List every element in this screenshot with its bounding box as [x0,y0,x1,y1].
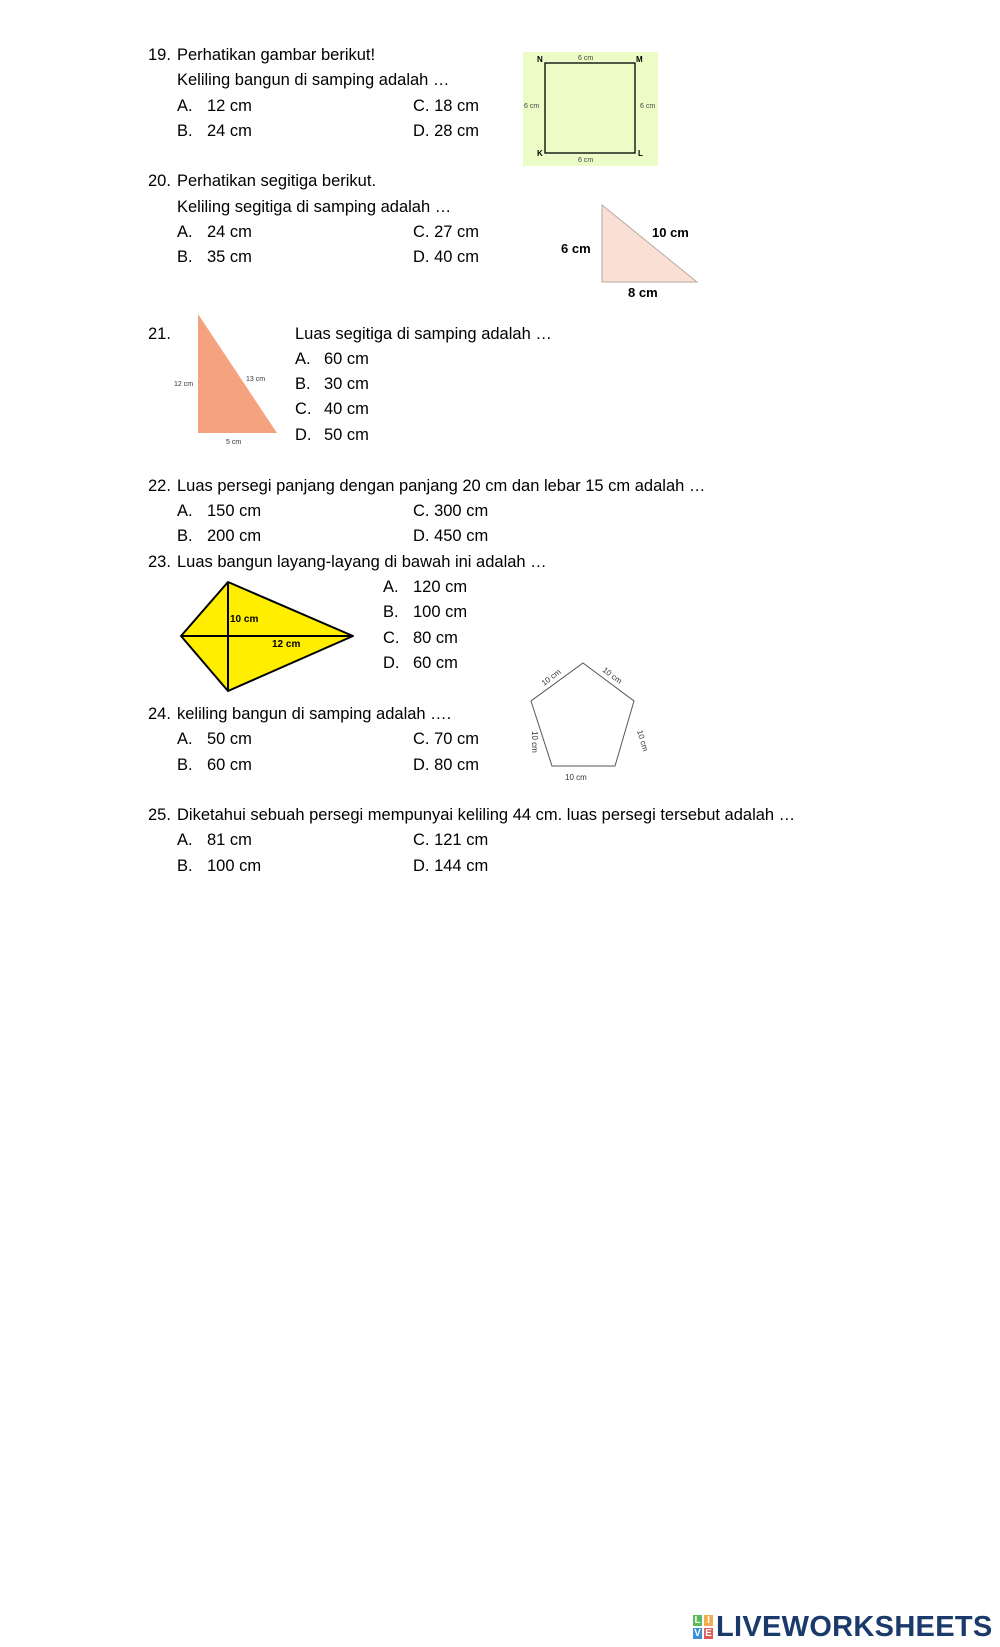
option-letter: B. [177,857,193,875]
liveworksheets-logo [693,1610,993,1644]
option-b[interactable]: 30 cm [324,375,369,393]
option-c[interactable]: 80 cm [413,629,458,647]
question-number: 20. [148,172,171,190]
question-number: 19. [148,46,171,64]
question-text: keliling bangun di samping adalah …. [177,705,452,723]
option-letter: B. [383,603,399,621]
option-letter: A. [177,831,193,849]
option-letter: B. [177,527,193,545]
question-number: 25. [148,806,171,824]
corner-label: M [636,55,643,64]
question-number: 23. [148,553,171,571]
diagonal-label: 10 cm [230,614,259,625]
option-d[interactable]: D. 450 cm [413,527,489,545]
option-a[interactable]: 60 cm [324,350,369,368]
option-c[interactable]: C. 300 cm [413,502,489,520]
side-label: 8 cm [628,285,658,300]
option-d[interactable]: 50 cm [324,426,369,444]
side-label: 6 cm [640,103,656,110]
option-b[interactable]: 24 cm [207,122,252,140]
option-letter: A. [383,578,399,596]
option-b[interactable]: 100 cm [413,603,468,621]
option-d[interactable]: 60 cm [413,654,458,672]
question-number: 21. [148,325,171,343]
option-d[interactable]: D. 40 cm [413,248,480,266]
side-label: 6 cm [578,55,594,62]
side-label: 10 cm [652,225,689,240]
question-text: Keliling bangun di samping adalah … [177,71,450,89]
side-label: 10 cm [635,728,651,753]
side-label: 10 cm [565,773,587,782]
option-letter: D. [295,426,312,444]
question-text: Luas persegi panjang dengan panjang 20 cm dan lebar 15 cm adalah … [177,477,706,495]
option-c[interactable]: C. 70 cm [413,730,480,748]
option-letter: B. [177,756,193,774]
side-label: 10 cm [539,667,563,688]
triangle-shape [198,314,277,433]
logo-icon [693,1615,713,1639]
side-label: 12 cm [174,381,194,388]
option-c[interactable]: C. 27 cm [413,223,480,241]
option-a[interactable]: 12 cm [207,97,252,115]
corner-label: L [638,149,643,158]
side-label: 6 cm [561,241,591,256]
side-label: 13 cm [246,376,266,383]
question-text: Keliling segitiga di samping adalah … [177,198,452,216]
question-number: 24. [148,705,171,723]
option-letter: B. [295,375,311,393]
corner-label: K [537,149,543,158]
diagonal-label: 12 cm [272,639,301,650]
right-triangle-figure [170,312,285,447]
side-label: 10 cm [600,665,624,686]
question-text: Luas bangun layang-layang di bawah ini adalah … [177,553,547,571]
option-letter: A. [177,223,193,241]
side-label: 6 cm [578,157,594,164]
option-b[interactable]: 200 cm [207,527,262,545]
option-c[interactable]: C. 121 cm [413,831,489,849]
option-b[interactable]: 60 cm [207,756,252,774]
option-d[interactable]: D. 144 cm [413,857,489,875]
question-number: 22. [148,477,171,495]
option-a[interactable]: 81 cm [207,831,252,849]
option-letter: A. [177,97,193,115]
kite-figure [178,578,358,693]
option-a[interactable]: 150 cm [207,502,262,520]
question-text: Perhatikan segitiga berikut. [177,172,377,190]
corner-label: N [537,55,543,64]
triangle-shape [602,205,697,282]
option-b[interactable]: 100 cm [207,857,262,875]
question-text: Diketahui sebuah persegi mempunyai keliling 44 cm. luas persegi tersebut adalah … [177,806,796,824]
logo-letter: E [705,1627,712,1639]
right-triangle-figure [555,200,715,300]
option-c[interactable]: 40 cm [324,400,369,418]
logo-letter: V [694,1627,701,1639]
option-letter: C. [295,400,312,418]
brand-word: LIVEWORKSHEETS [716,1610,993,1643]
option-letter: A. [177,502,193,520]
pentagon-figure [520,658,650,788]
option-d[interactable]: D. 80 cm [413,756,480,774]
question-text: Perhatikan gambar berikut! [177,46,376,64]
option-a[interactable]: 120 cm [413,578,468,596]
option-letter: A. [177,730,193,748]
option-letter: A. [295,350,311,368]
side-label: 5 cm [226,439,242,446]
option-d[interactable]: D. 28 cm [413,122,480,140]
option-letter: B. [177,122,193,140]
square-figure [523,52,658,166]
option-letter: C. [383,629,400,647]
option-letter: B. [177,248,193,266]
option-a[interactable]: 50 cm [207,730,252,748]
question-text: Luas segitiga di samping adalah … [295,325,552,343]
option-b[interactable]: 35 cm [207,248,252,266]
option-a[interactable]: 24 cm [207,223,252,241]
side-label: 10 cm [530,731,539,753]
side-label: 6 cm [524,103,540,110]
option-c[interactable]: C. 18 cm [413,97,480,115]
logo-letter: I [704,1615,713,1626]
logo-letter: L [694,1614,701,1626]
option-letter: D. [383,654,400,672]
